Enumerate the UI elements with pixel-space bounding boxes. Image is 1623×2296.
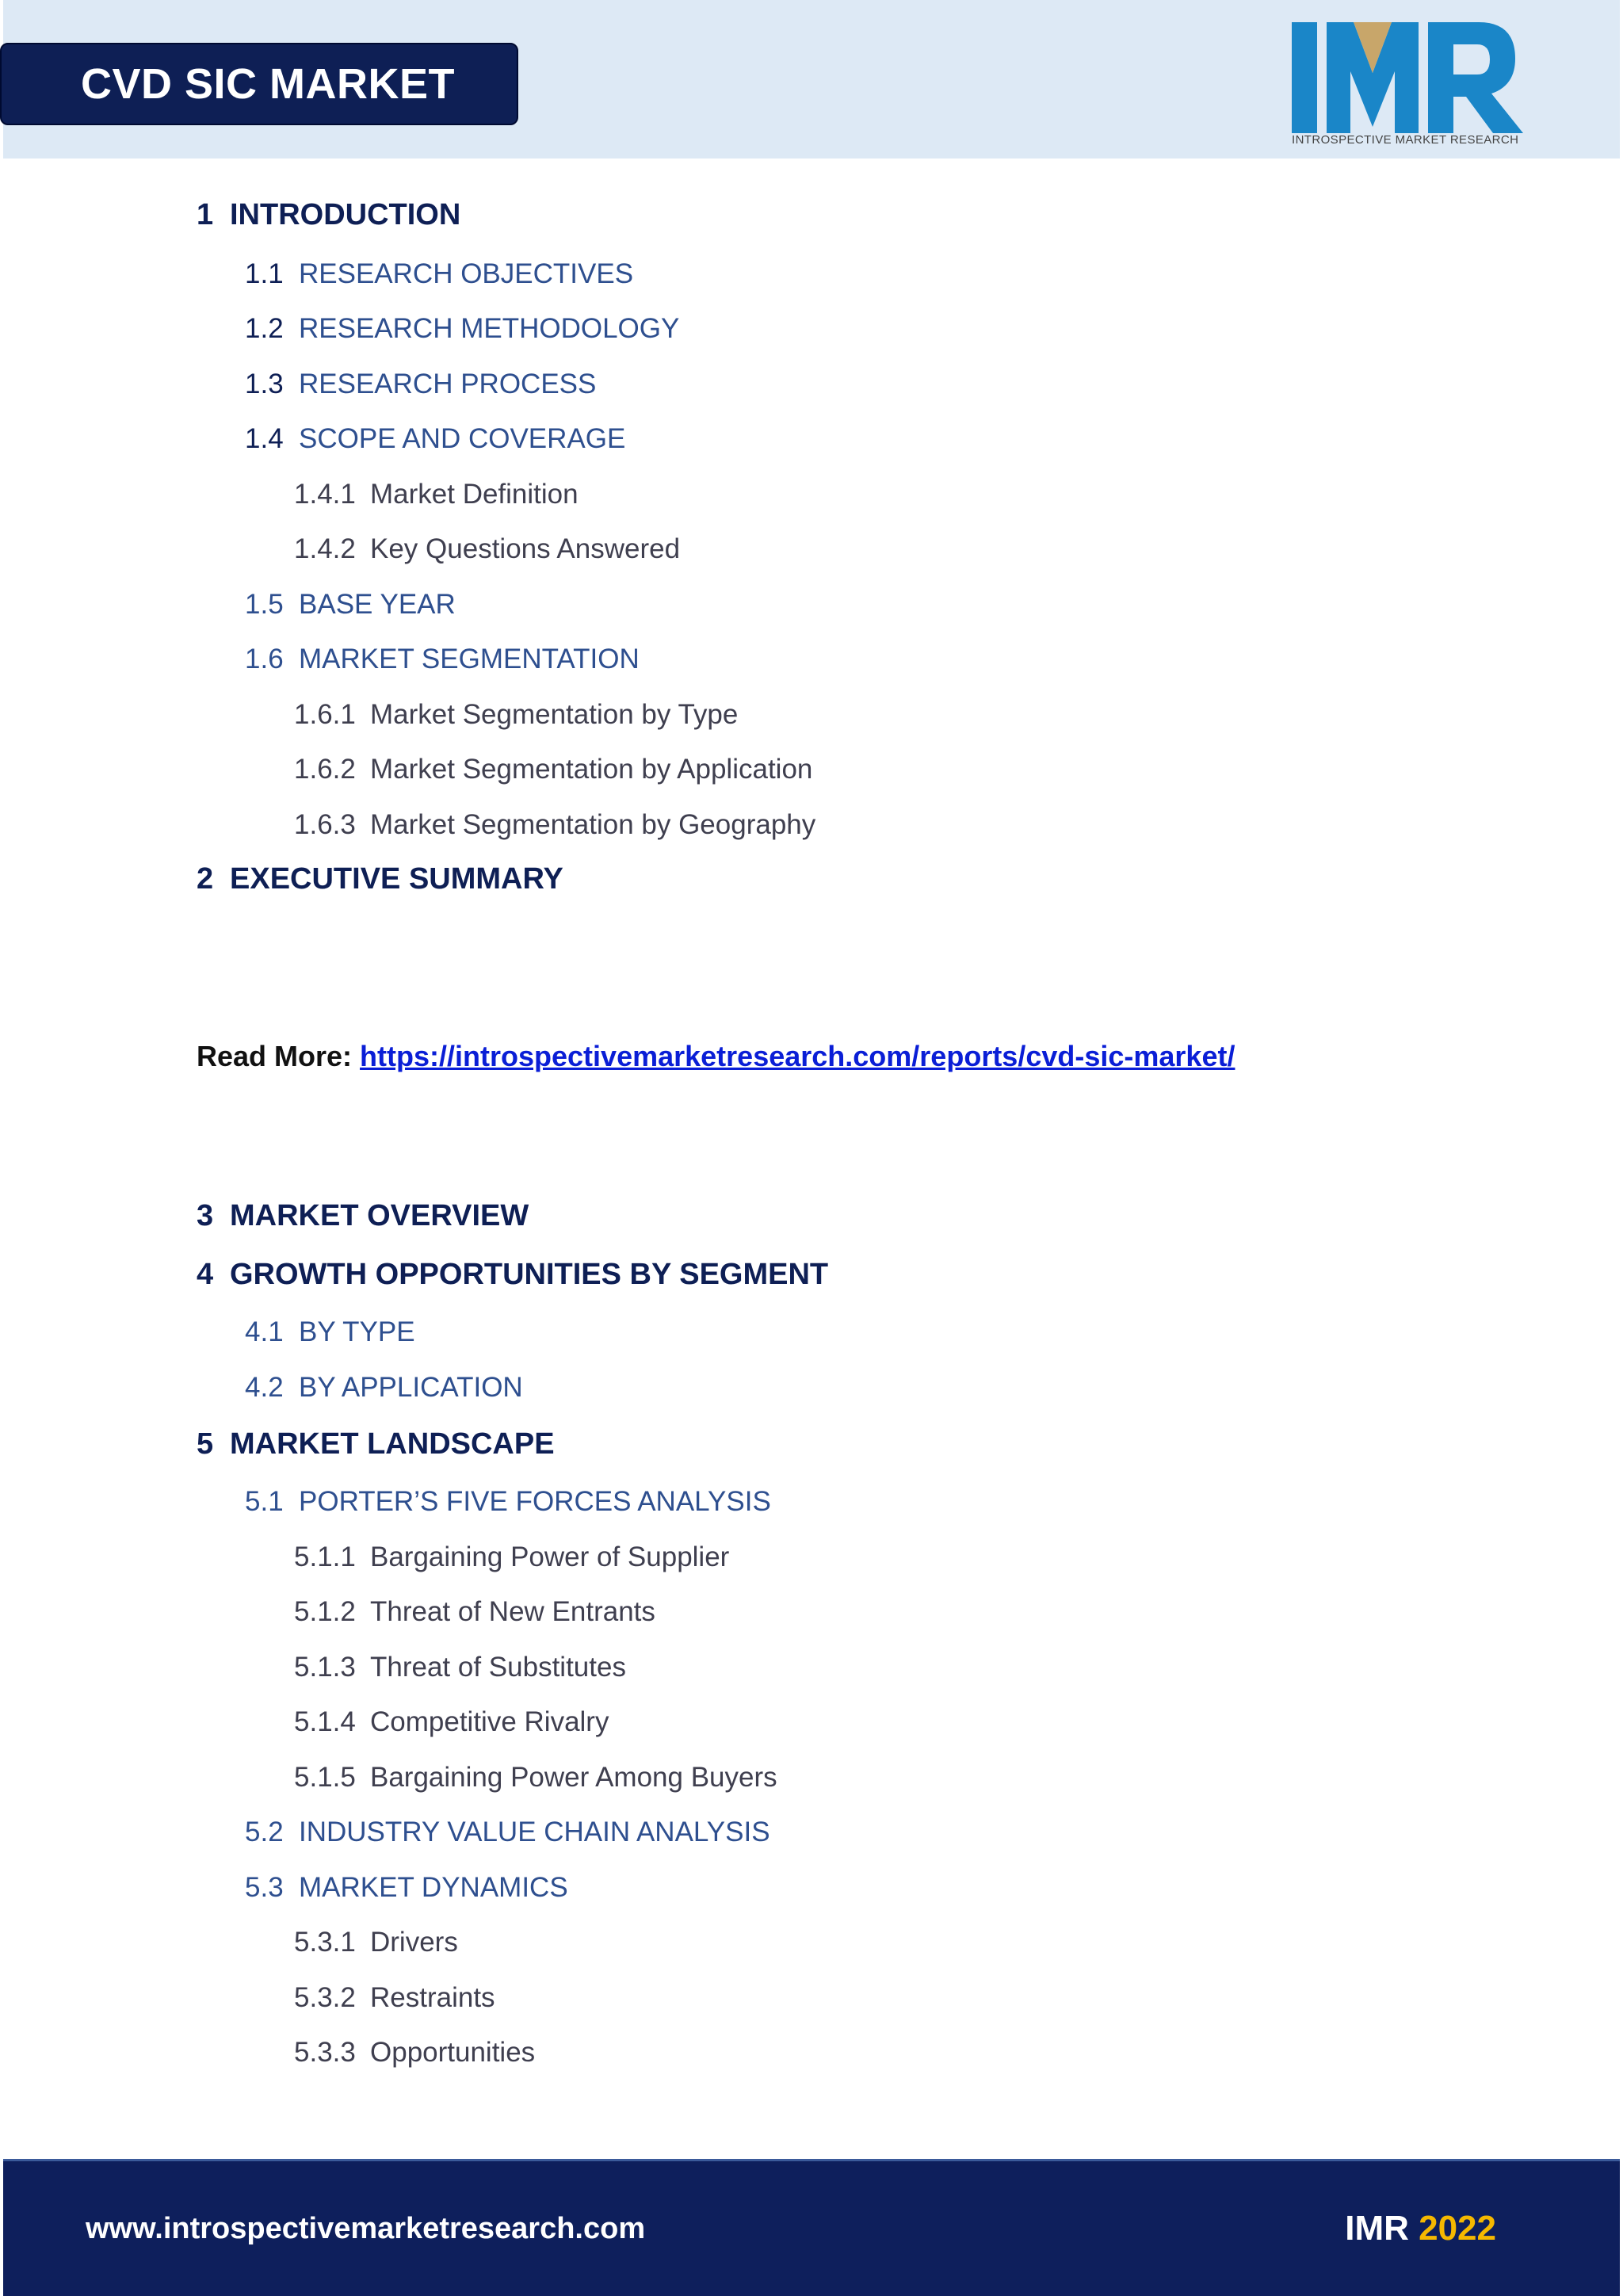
toc-entry-text: Bargaining Power Among Buyers [370, 1762, 777, 1793]
toc-entry-number: 5.3.2 [294, 1982, 356, 2013]
toc-entry-level-2[interactable] [245, 1316, 415, 1348]
footer-brand-name: IMR [1345, 2209, 1409, 2248]
toc-entry-level-2[interactable] [245, 258, 633, 290]
toc-entry-number: 1.2 [245, 313, 284, 344]
toc-entry-number: 1.1 [245, 258, 284, 289]
toc-entry-text: MARKET LANDSCAPE [230, 1427, 555, 1461]
toc-entry-number: 1.5 [245, 589, 284, 620]
toc-entry-level-3[interactable] [294, 1762, 777, 1794]
toc-entry-level-3[interactable] [294, 1706, 609, 1738]
toc-entry-text: Threat of New Entrants [370, 1596, 655, 1627]
toc-entry-number: 5.1.3 [294, 1652, 356, 1683]
imr-logo [1292, 16, 1523, 151]
toc-entry-number: 2 [197, 862, 214, 896]
toc-entry-level-3[interactable] [294, 809, 815, 841]
toc-entry-level-3[interactable] [294, 533, 680, 565]
toc-entry-text: Market Segmentation by Geography [370, 809, 816, 840]
toc-entry-level-2[interactable] [245, 423, 625, 455]
toc-entry-number: 5.3 [245, 1872, 284, 1903]
toc-entry-number: 1.6.3 [294, 809, 356, 840]
toc-entry-level-1[interactable] [197, 1199, 529, 1233]
toc-entry-level-2[interactable] [245, 369, 596, 400]
toc-entry-text: MARKET OVERVIEW [230, 1199, 529, 1232]
toc-entry-number: 3 [197, 1199, 214, 1232]
toc-entry-level-3[interactable] [294, 754, 812, 785]
toc-entry-text: MARKET SEGMENTATION [299, 644, 640, 674]
toc-entry-level-2[interactable] [245, 1372, 523, 1404]
toc-entry-number: 5.1.2 [294, 1596, 356, 1627]
toc-entry-level-1[interactable] [197, 1258, 828, 1292]
toc-entry-text: Competitive Rivalry [370, 1706, 609, 1737]
toc-entry-number: 1.4.2 [294, 533, 356, 564]
toc-entry-text: Threat of Substitutes [370, 1652, 626, 1683]
toc-entry-level-2[interactable] [245, 1817, 770, 1848]
footer-brand [1345, 2209, 1496, 2248]
toc-entry-number: 1.6.2 [294, 754, 356, 785]
logo-letter-r [1428, 22, 1523, 133]
report-title: CVD SIC MARKET [81, 60, 456, 108]
toc-entry-text: Drivers [370, 1927, 458, 1958]
read-more [197, 1040, 1235, 1073]
toc-entry-number: 1 [197, 198, 214, 231]
toc-entry-level-3[interactable] [294, 1541, 729, 1573]
toc-entry-level-3[interactable] [294, 699, 738, 731]
footer-year: 2022 [1419, 2209, 1496, 2248]
read-more-link[interactable]: https://introspectivemarketresearch.com/reports/cvd-sic-market/ [360, 1040, 1235, 1072]
toc-entry-number: 5.3.3 [294, 2037, 356, 2068]
toc-entry-text: BY APPLICATION [299, 1372, 523, 1403]
toc-entry-level-2[interactable] [245, 1872, 568, 1904]
toc-entry-text: GROWTH OPPORTUNITIES BY SEGMENT [230, 1258, 829, 1291]
toc-entry-number: 5.1.5 [294, 1762, 356, 1793]
toc-entry-text: Market Definition [370, 479, 579, 510]
toc-entry-number: 1.4.1 [294, 479, 356, 510]
toc-entry-number: 4 [197, 1258, 214, 1291]
toc-entry-text: SCOPE AND COVERAGE [299, 423, 626, 454]
toc-entry-level-3[interactable] [294, 479, 579, 510]
footer-website[interactable]: www.introspectivemarketresearch.com [86, 2212, 646, 2245]
toc-entry-level-2[interactable] [245, 589, 456, 621]
toc-entry-level-3[interactable] [294, 1982, 495, 2014]
report-title-badge [0, 43, 518, 125]
toc-entry-level-2[interactable] [245, 1486, 771, 1518]
toc-entry-text: BASE YEAR [299, 589, 456, 620]
toc-entry-level-3[interactable] [294, 1652, 626, 1683]
footer [3, 2159, 1620, 2296]
toc-entry-level-3[interactable] [294, 1927, 458, 1958]
toc-entry-text: Market Segmentation by Application [370, 754, 813, 785]
toc-entry-number: 1.4 [245, 423, 284, 454]
toc-entry-level-2[interactable] [245, 644, 640, 675]
toc-entry-number: 5.1.1 [294, 1541, 356, 1572]
toc-entry-text: BY TYPE [299, 1316, 415, 1347]
toc-entry-level-3[interactable] [294, 2037, 535, 2069]
toc-entry-level-1[interactable] [197, 198, 460, 232]
logo-caption: INTROSPECTIVE MARKET RESEARCH [1292, 133, 1519, 147]
toc-entry-number: 5.3.1 [294, 1927, 356, 1958]
toc-entry-level-3[interactable] [294, 1596, 655, 1628]
toc-entry-level-1[interactable] [197, 1427, 555, 1461]
toc-entry-text: PORTER’S FIVE FORCES ANALYSIS [299, 1486, 771, 1517]
logo-letter-i [1292, 22, 1317, 133]
toc-entry-number: 5.1.4 [294, 1706, 356, 1737]
toc-entry-level-2[interactable] [245, 313, 679, 345]
toc-entry-number: 5.2 [245, 1817, 284, 1847]
toc-entry-text: Bargaining Power of Supplier [370, 1541, 730, 1572]
toc-entry-level-1[interactable] [197, 862, 563, 896]
toc-entry-text: Key Questions Answered [370, 533, 681, 564]
toc-entry-number: 1.3 [245, 369, 284, 399]
toc-entry-text: Opportunities [370, 2037, 536, 2068]
toc-entry-number: 1.6.1 [294, 699, 356, 730]
toc-entry-text: Market Segmentation by Type [370, 699, 739, 730]
toc-entry-text: EXECUTIVE SUMMARY [230, 862, 563, 896]
read-more-label: Read More: [197, 1040, 353, 1072]
toc-entry-text: INTRODUCTION [230, 198, 461, 231]
toc-entry-text: RESEARCH METHODOLOGY [299, 313, 680, 344]
toc-entry-text: MARKET DYNAMICS [299, 1872, 568, 1903]
toc-entry-text: RESEARCH OBJECTIVES [299, 258, 634, 289]
toc-entry-number: 5 [197, 1427, 214, 1461]
toc-entry-number: 4.2 [245, 1372, 284, 1403]
toc-entry-text: RESEARCH PROCESS [299, 369, 597, 399]
toc-entry-number: 5.1 [245, 1486, 284, 1517]
toc-entry-text: Restraints [370, 1982, 495, 2013]
toc-entry-number: 4.1 [245, 1316, 284, 1347]
toc-entry-number: 1.6 [245, 644, 284, 674]
toc-entry-text: INDUSTRY VALUE CHAIN ANALYSIS [299, 1817, 770, 1847]
